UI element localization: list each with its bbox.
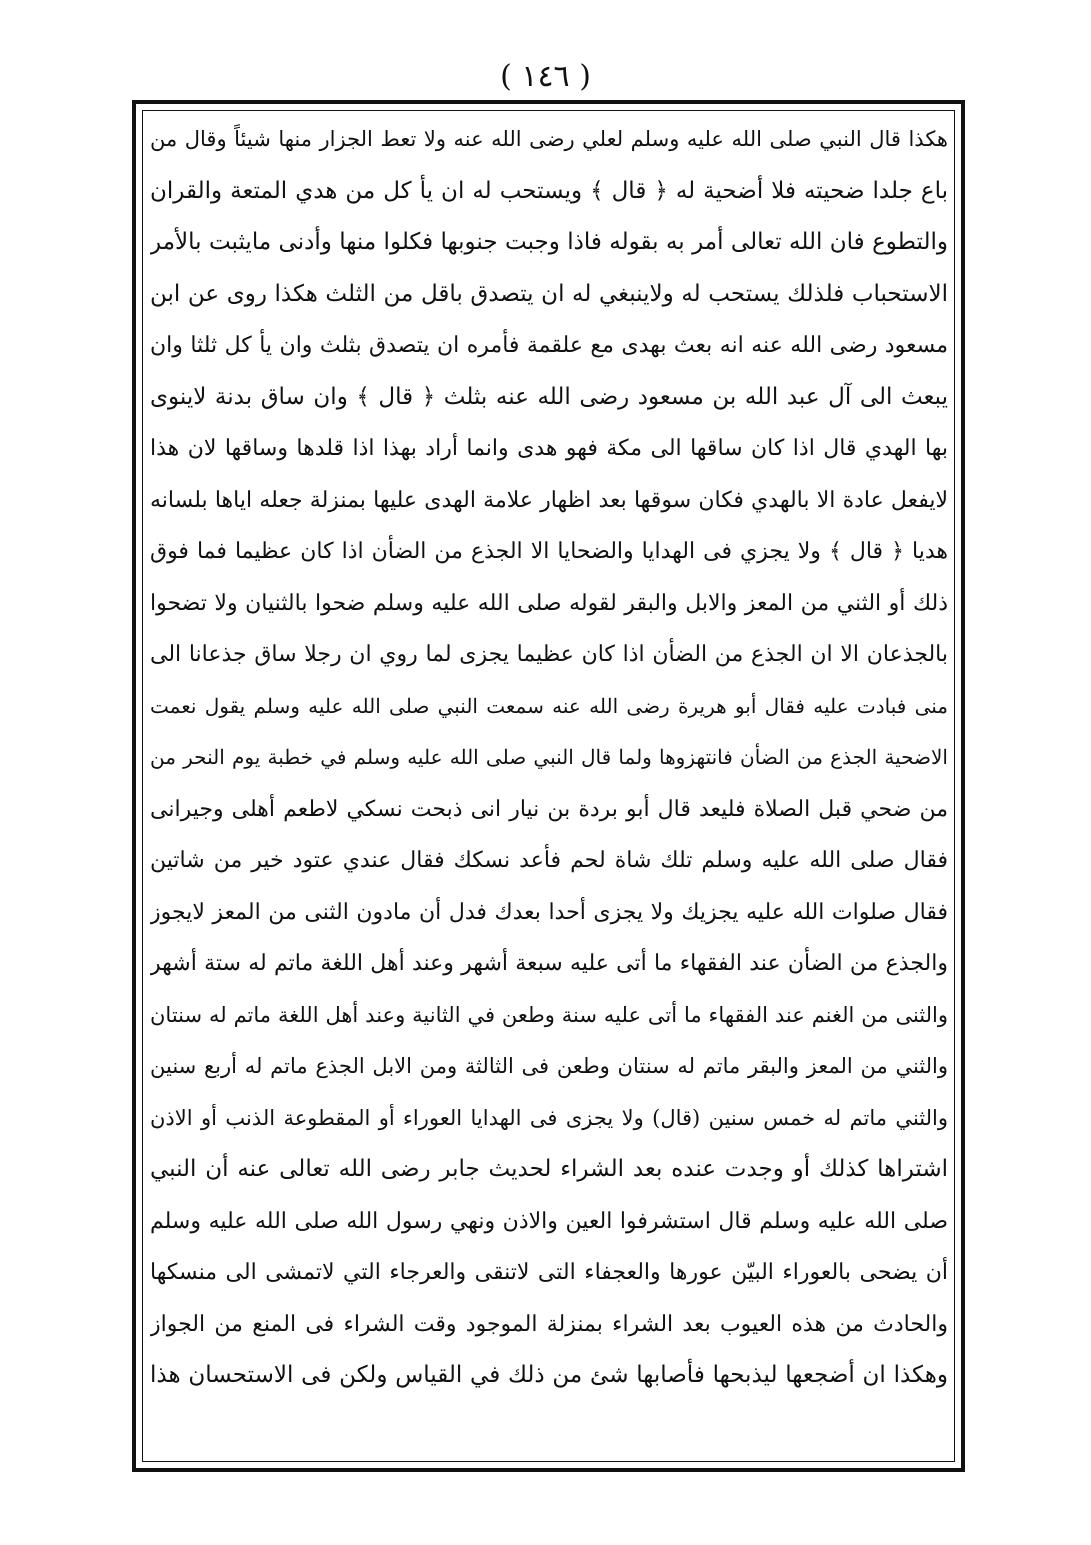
text-line: وهكذا ان أضجعها ليذبحها فأصابها شئ من ذلك في القياس ولكن فى الاستحسان هذا <box>150 1362 948 1388</box>
text-line: باع جلدا ضحيته فلا أضحية له ﴿ قال ﴾ ويستحب له ان يأ كل من هدي المتعة والقران <box>150 177 948 204</box>
text-line: يبعث الى آل عبد الله بن مسعود رضى الله عنه بثلث ﴿ قال ﴾ وان ساق بدنة لاينوى <box>150 383 948 410</box>
text-line: صلى الله عليه وسلم قال استشرفوا العين والاذن ونهي رسول الله صلى الله عليه وسلم <box>150 1208 948 1234</box>
text-line: أن يضحى بالعوراء البيّن عورها والعجفاء التى لاتنقى والعرجاء التي لاتمشى الى منسكها <box>150 1260 948 1285</box>
text-line: مسعود رضى الله عنه انه بعث بهدى مع علقمة فأمره ان يتصدق بثلث وان يأ كل ثلثا وان <box>150 333 948 358</box>
text-line: والحادث من هذه العيوب بعد الشراء بمنزلة الموجود وقت الشراء فى المنع من الجواز <box>150 1311 948 1337</box>
text-line: والثنى من الغنم عند الفقهاء ما أتى عليه سنة وطعن في الثانية وعند أهل اللغة ماتم له سنتان <box>150 1002 948 1027</box>
text-line: والتطوع فان الله تعالى أمر به بقوله فاذا وجبت جنوبها فكلوا منها وأدنى مايثبت بالأمر <box>150 229 948 255</box>
text-line: ذلك أو الثني من المعز والابل والبقر لقوله صلى الله عليه وسلم ضحوا بالثنيان ولا تضحوا <box>150 590 948 616</box>
text-line: والثني ماتم له خمس سنين (قال) ولا يجزى فى الهدايا العوراء أو المقطوعة الذنب أو الاذن <box>150 1105 948 1130</box>
text-line: اشتراها كذلك أو وجدت عنده بعد الشراء لحديث جابر رضى الله تعالى عنه أن النبي <box>150 1156 948 1182</box>
text-line: فقال صلى الله عليه وسلم تلك شاة لحم فأعد نسكك فقال عندي عتود خير من شاتين <box>150 848 948 873</box>
text-line: هديا ﴿ قال ﴾ ولا يجزي فى الهدايا والضحايا الا الجذع من الضأن اذا كان عظيما فما فوق <box>150 539 948 564</box>
text-line: والثني من المعز والبقر ماتم له سنتان وطعن فى الثالثة ومن الابل الجذع ماتم له أربع سنين <box>150 1054 948 1078</box>
text-line: لايفعل عادة الا بالهدي فكان سوقها بعد اظهار علامة الهدى عليها بمنزلة جعله اياها بلسانه <box>150 487 948 513</box>
text-line: هكذا قال النبي صلى الله عليه وسلم لعلي رضى الله عنه ولا تعط الجزار منها شيئاً وقال من <box>150 127 948 151</box>
body-text <box>150 114 948 1402</box>
page-number: ( ١٤٦ ) <box>500 59 591 94</box>
text-line: من ضحي قبل الصلاة فليعد قال أبو بردة بن نيار انى ذبحت نسكي لاطعم أهلى وجيرانى <box>150 796 948 822</box>
text-line: والجذع من الضأن عند الفقهاء ما أتى عليه سبعة أشهر وعند أهل اللغة ماتم له ستة أشهر <box>150 951 948 976</box>
text-line: بالجذعان الا ان الجذع من الضأن اذا كان عظيما يجزى لما روي ان رجلا ساق جذعانا الى <box>150 642 948 667</box>
text-line: الاستحباب فلذلك يستحب له ولاينبغي له ان يتصدق باقل من الثلث هكذا روى عن ابن <box>150 280 948 307</box>
text-line: منى فبادت عليه فقال أبو هريرة رضى الله عنه سمعت النبي صلى الله عليه وسلم يقول نعمت <box>150 693 948 718</box>
text-line: فقال صلوات الله عليه يجزيك ولا يجزى أحدا بعدك فدل أن مادون الثنى من المعز لايجوز <box>150 899 948 925</box>
text-line: الاضحية الجذع من الضأن فانتهزوها ولما قال النبي صلى الله عليه وسلم في خطبة يوم النحر من <box>150 745 948 769</box>
text-line: بها الهدي قال اذا كان ساقها الى مكة فهو هدى وانما أراد بهذا اذا قلدها وساقها لان هذا <box>150 436 948 461</box>
